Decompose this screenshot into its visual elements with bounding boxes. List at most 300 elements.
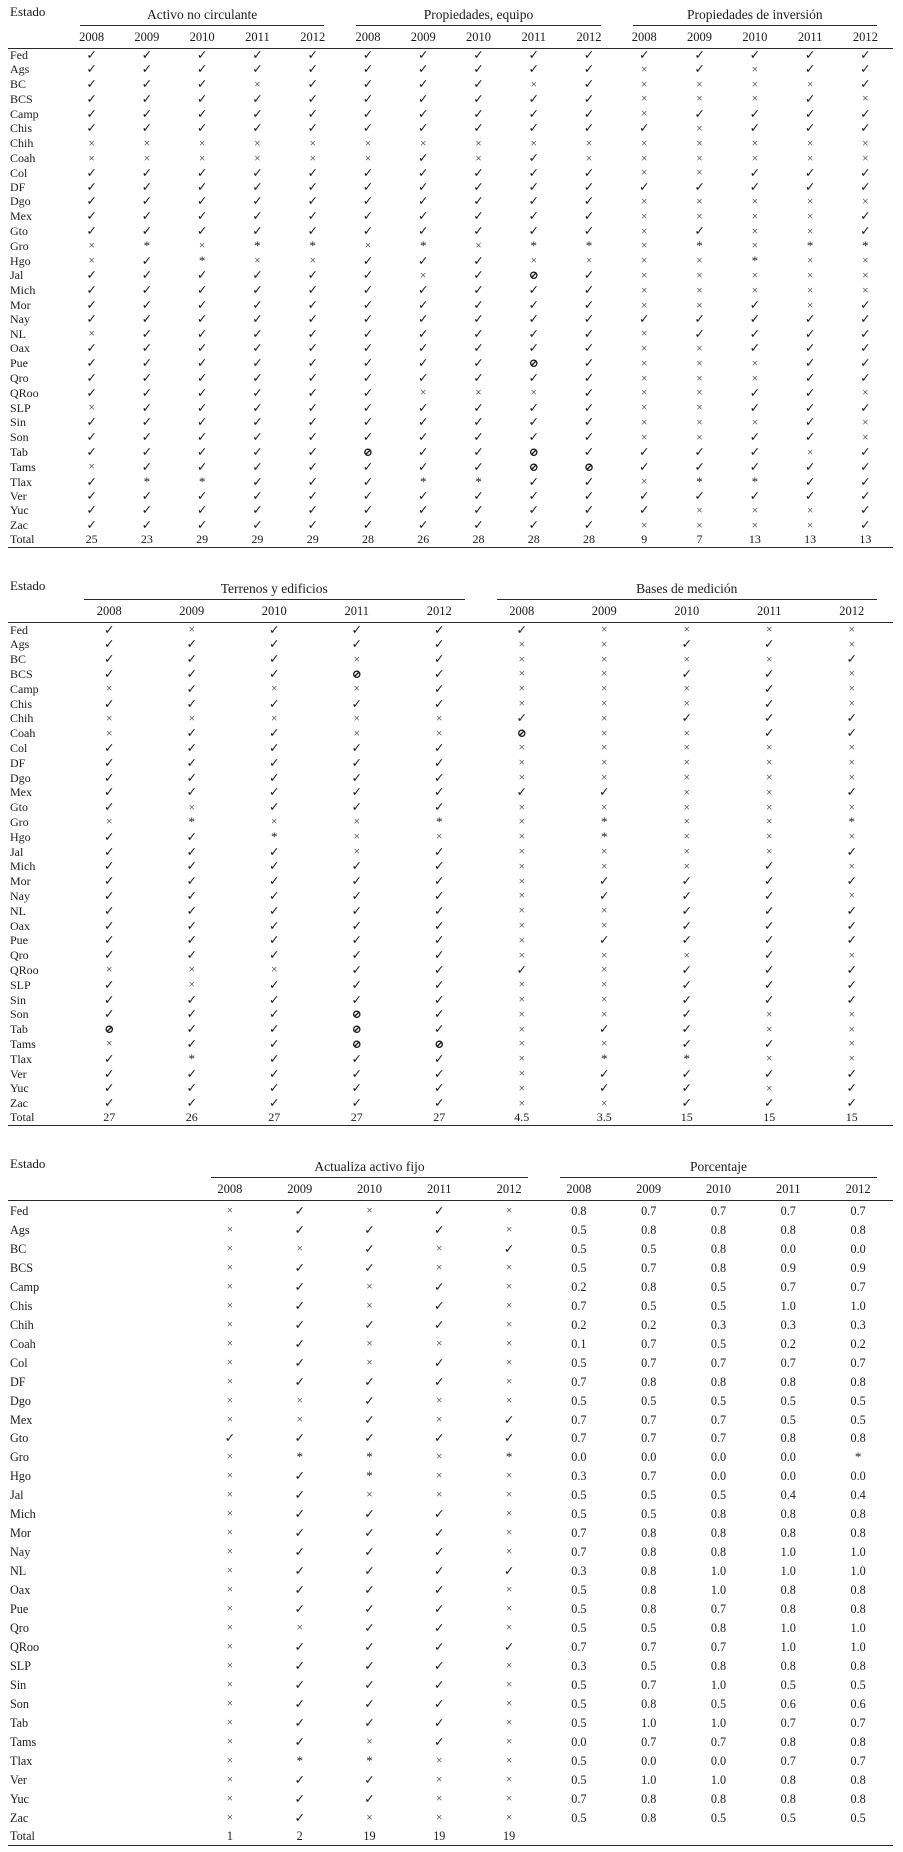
check-mark: ✓ [104,1081,115,1096]
data-cell: 0.0 [780,1241,796,1256]
data-cell [646,1037,729,1052]
table-spacer [8,548,893,578]
state-row [8,446,893,461]
check-mark: ✓ [764,697,775,711]
check-mark: ✓ [269,622,280,637]
cross-mark: × [505,1546,513,1559]
data-cell [451,122,506,137]
check-mark: ✓ [294,1563,305,1578]
check-mark: ✓ [860,48,871,62]
check-mark: ✓ [294,1355,305,1370]
check-mark: ✓ [749,430,761,445]
data-cell [404,1353,474,1372]
asterisk-mark: * [475,475,482,490]
cross-mark: × [226,1489,234,1502]
check-mark: ✓ [294,1506,305,1521]
data-cell [563,1008,646,1023]
data-cell [340,519,395,534]
asterisk-mark: * [601,815,608,830]
data-cell [617,490,672,504]
data-cell [481,771,564,786]
data-cell [561,416,616,431]
state-label: Zac [10,1096,28,1111]
state-label: Coah [10,1336,36,1351]
check-mark: ✓ [269,1007,280,1022]
year-header: 2012 [285,26,340,49]
cross-mark: × [848,683,855,696]
check-mark: ✓ [294,1374,305,1389]
state-label: Coah [10,726,36,741]
data-cell [151,815,234,830]
state-row [8,963,893,978]
data-cell [646,919,729,934]
data-cell [672,386,727,401]
data-cell [68,860,151,875]
check-mark: ✓ [764,667,775,681]
data-cell [195,1675,265,1694]
state-row [8,431,893,446]
check-mark: ✓ [681,889,692,903]
data-cell [195,1220,265,1239]
check-mark: ✓ [846,785,857,800]
check-mark: ✓ [804,386,816,400]
check-mark: ✓ [186,771,197,785]
data-cell [398,1052,481,1067]
circled-slash-mark: ⊘ [528,445,539,460]
check-mark: ✓ [764,1096,775,1111]
check-mark: ✓ [252,224,263,239]
state-row [8,1618,893,1637]
check-mark: ✓ [294,1260,305,1275]
data-cell [396,416,451,431]
cross-mark: × [226,1414,234,1427]
check-mark: ✓ [364,1260,375,1275]
state-label: Nay [10,313,30,327]
data-cell [811,1008,894,1023]
cross-mark: × [505,1698,513,1711]
data-cell [175,269,230,284]
data-cell [230,92,285,107]
data-cell [404,1523,474,1542]
check-mark: ✓ [294,1734,305,1749]
check-mark: ✓ [104,904,115,918]
data-cell [782,195,837,210]
data-cell [230,122,285,137]
check-mark: ✓ [252,268,263,283]
check-mark: ✓ [516,622,527,637]
state-label: Ags [10,637,30,652]
data-cell [265,1220,335,1239]
data-cell [811,889,894,904]
check-mark: ✓ [417,181,429,195]
cross-mark: × [641,402,648,415]
cross-mark: × [198,152,206,165]
data-cell [838,504,893,519]
state-row [8,1789,893,1808]
data-cell: 1.0 [850,1563,866,1578]
state-label: Yuc [10,1791,29,1806]
data-cell [782,152,837,167]
check-mark: ✓ [269,1081,280,1096]
check-mark: ✓ [294,1772,305,1787]
cross-mark: × [848,668,855,681]
data-cell [561,342,616,357]
check-mark: ✓ [141,194,153,209]
state-label: DF [10,756,26,770]
data-cell [646,712,729,727]
check-mark: ✓ [583,430,595,445]
data-cell: 0.5 [571,1620,587,1635]
check-mark: ✓ [86,518,97,532]
cross-mark: × [641,431,648,444]
cross-mark: × [518,757,525,770]
data-cell [728,889,811,904]
state-row [8,152,893,167]
data-cell [672,460,727,475]
check-mark: ✓ [846,874,857,889]
asterisk-mark: * [143,239,151,254]
asterisk-mark: * [696,475,703,490]
data-cell [195,1334,265,1353]
data-cell [506,401,561,416]
data-cell [195,1694,265,1713]
cross-mark: × [505,1395,513,1408]
data-cell [481,919,564,934]
check-mark: ✓ [764,919,775,933]
check-mark: ✓ [186,1081,197,1096]
data-cell: 0.8 [850,1582,866,1597]
data-cell [230,63,285,78]
check-mark: ✓ [351,800,362,815]
state-label: BCS [10,92,33,106]
check-mark: ✓ [473,371,484,386]
data-cell [617,49,672,63]
check-mark: ✓ [252,341,263,356]
data-cell [617,342,672,357]
cross-mark: × [518,875,525,888]
cross-mark: × [641,519,648,532]
data-cell: 29 [285,533,340,547]
check-mark: ✓ [104,978,115,992]
cross-mark: × [353,846,360,859]
data-cell [233,667,316,682]
data-cell [646,845,729,860]
data-cell [451,195,506,210]
data-cell: 0.7 [710,1639,727,1654]
data-cell [398,667,481,682]
data-cell: 0.0 [780,1449,796,1464]
column-header-estado: Estado [8,4,64,49]
data-cell: 26 [396,533,451,547]
data-cell [563,741,646,756]
data-cell: 26 [151,1111,234,1125]
check-mark: ✓ [294,1487,305,1502]
data-cell [404,1675,474,1694]
data-cell: 0.5 [641,1241,657,1256]
state-row [8,49,893,63]
data-cell [175,239,230,254]
state-row [8,460,893,475]
cross-mark: × [696,504,703,517]
check-mark: ✓ [307,518,318,532]
data-cell [728,667,811,682]
cross-mark: × [683,831,690,844]
check-mark: ✓ [294,1544,305,1559]
data-cell [340,122,395,137]
cross-mark: × [436,727,443,740]
state-row [8,107,893,122]
data-cell [728,786,811,801]
data-cell [617,327,672,342]
cross-mark: × [766,786,773,799]
check-mark: ✓ [104,622,115,637]
data-cell [728,1037,811,1052]
column-header-estado: Estado [8,1156,195,1201]
check-mark: ✓ [186,859,197,874]
data-cell [68,697,151,712]
data-cell [119,239,174,254]
state-label: SLP [10,978,31,992]
check-mark: ✓ [86,445,97,460]
check-mark: ✓ [362,386,374,400]
data-cell [561,78,616,93]
cross-mark: × [505,1717,513,1730]
data-cell [838,357,893,372]
data-cell [230,446,285,461]
check-mark: ✓ [503,1412,515,1427]
data-cell [481,875,564,890]
data-cell [672,166,727,181]
data-cell: 0.2 [850,1336,866,1351]
check-mark: ✓ [104,1052,115,1066]
cross-mark: × [585,137,593,150]
data-cell [316,623,399,638]
data-cell [811,712,894,727]
check-mark: ✓ [749,313,761,327]
data-cell [646,623,729,638]
data-cell: 0.7 [780,1203,796,1218]
check-mark: ✓ [417,48,429,62]
data-cell [481,727,564,742]
check-mark: ✓ [294,1222,305,1237]
data-cell [175,357,230,372]
check-mark: ✓ [351,785,362,800]
data-cell [481,756,564,771]
data-cell [563,786,646,801]
data-cell [233,904,316,919]
data-cell [64,269,119,284]
data-cell [727,490,782,504]
data-cell: 0.7 [571,1525,587,1540]
data-cell [672,239,727,254]
data-cell [396,122,451,137]
data-cell [151,845,234,860]
check-mark: ✓ [528,92,539,106]
check-mark: ✓ [307,166,318,180]
data-cell [672,327,727,342]
data-cell: 0.5 [571,1696,587,1711]
cross-mark: × [353,653,360,666]
state-label: Fed [10,48,28,62]
data-cell [285,239,340,254]
data-cell [396,460,451,475]
state-row [8,1220,893,1239]
check-mark: ✓ [749,401,761,415]
data-cell [481,978,564,993]
data-cell: 0.0 [710,1753,727,1768]
data-cell: 0.8 [641,1544,657,1559]
year-header: 2008 [617,26,672,49]
cross-mark: × [518,1023,525,1036]
data-cell [285,122,340,137]
data-cell [474,1504,544,1523]
table-terrenos-bases [8,578,893,1126]
data-cell [451,166,506,181]
data-cell [396,431,451,446]
check-mark: ✓ [196,107,208,121]
check-mark: ✓ [528,62,539,77]
cross-mark: × [505,1357,513,1370]
data-cell [396,519,451,534]
data-cell [672,210,727,225]
check-mark: ✓ [503,1639,515,1654]
year-header: 2009 [672,26,727,49]
cross-mark: × [751,225,759,238]
data-cell [398,993,481,1008]
data-cell [335,1542,405,1561]
data-cell [561,225,616,240]
data-cell [838,416,893,431]
check-mark: ✓ [583,415,595,430]
check-mark: ✓ [294,1696,305,1711]
check-mark: ✓ [417,401,429,415]
data-cell [481,1082,564,1097]
data-cell [398,801,481,816]
check-mark: ✓ [186,652,197,667]
data-cell [728,1067,811,1082]
check-mark: ✓ [434,667,445,681]
data-cell [335,1675,405,1694]
cross-mark: × [641,416,648,429]
cross-mark: × [366,1489,373,1502]
cross-mark: × [683,727,690,740]
check-mark: ✓ [104,993,115,1007]
state-row [8,1008,893,1023]
data-cell: 0.4 [850,1487,866,1502]
cross-mark: × [436,1489,443,1502]
cross-mark: × [766,757,773,770]
data-cell: 0.8 [850,1222,866,1237]
data-cell [265,1504,335,1523]
data-cell [230,386,285,401]
data-cell [782,49,837,63]
data-cell [233,1082,316,1097]
state-label: Mich [10,1506,36,1521]
check-mark: ✓ [364,1715,375,1730]
check-mark: ✓ [473,121,484,136]
cross-mark: × [601,698,608,711]
data-cell [811,623,894,638]
data-cell [265,1656,335,1675]
data-cell [782,504,837,519]
check-mark: ✓ [104,874,115,889]
state-row [8,1067,893,1082]
cross-mark: × [518,668,525,681]
data-cell [195,1504,265,1523]
data-cell [396,475,451,490]
check-mark: ✓ [86,48,97,62]
data-cell [151,904,234,919]
data-cell: 23 [119,533,174,547]
data-cell [728,919,811,934]
data-cell [340,49,395,63]
check-mark: ✓ [104,859,115,874]
check-mark: ✓ [528,401,539,415]
state-label: Tab [10,1715,29,1730]
cross-mark: × [862,431,869,444]
data-cell [265,1485,335,1504]
data-cell [811,653,894,668]
data-cell [68,682,151,697]
check-mark: ✓ [860,401,871,415]
cross-mark: × [848,624,855,637]
check-mark: ✓ [307,313,318,327]
state-row [8,771,893,786]
year-header: 2012 [811,600,894,623]
data-cell [175,327,230,342]
asterisk-mark: * [296,1752,303,1768]
data-cell [64,357,119,372]
data-cell [838,63,893,78]
cross-mark: × [641,108,648,121]
data-cell [404,1372,474,1391]
check-mark: ✓ [269,948,280,963]
cross-mark: × [848,638,855,651]
data-cell [175,342,230,357]
data-cell [285,313,340,327]
data-cell [727,327,782,342]
cross-mark: × [751,78,759,91]
data-cell [646,653,729,668]
check-mark: ✓ [528,166,539,180]
cross-mark: × [198,240,206,253]
cross-mark: × [806,299,814,312]
check-mark: ✓ [583,445,595,460]
data-cell [838,239,893,254]
check-mark: ✓ [639,48,650,62]
check-mark: ✓ [434,756,445,770]
asterisk-mark: * [436,815,443,830]
data-cell [561,386,616,401]
state-label: SLP [10,401,31,415]
data-cell: 28 [451,533,506,547]
check-mark: ✓ [269,652,280,667]
check-mark: ✓ [417,151,429,166]
check-mark: ✓ [583,401,595,415]
check-mark: ✓ [86,356,97,371]
check-mark: ✓ [364,1582,375,1597]
cross-mark: × [88,137,95,150]
data-cell [316,786,399,801]
data-cell: 0.7 [850,1715,866,1730]
data-cell [64,181,119,195]
check-mark: ✓ [307,283,318,298]
data-cell [506,166,561,181]
year-header: 2011 [404,1178,474,1201]
data-cell [316,801,399,816]
data-cell [64,107,119,122]
data-cell [64,372,119,387]
